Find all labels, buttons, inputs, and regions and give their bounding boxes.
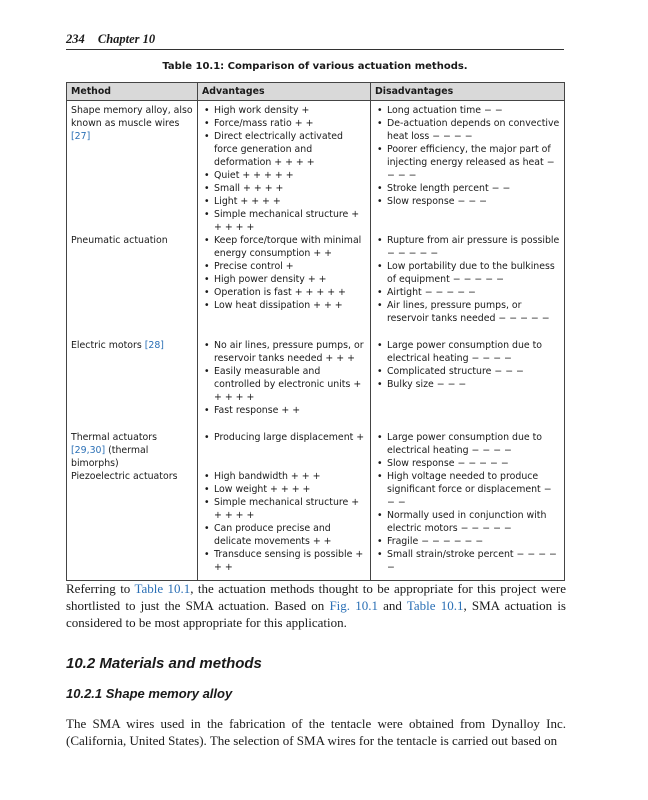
table-row	[67, 431, 565, 470]
table-row	[67, 101, 565, 235]
disadvantages-cell	[371, 234, 565, 339]
disadvantages-list	[375, 104, 560, 208]
column-header: Method	[67, 83, 198, 101]
list-item: • Keep force/torque with minimal energy consumption + +	[202, 234, 366, 260]
list-item: • No air lines, pressure pumps, or reservoir tanks needed + + +	[202, 339, 366, 365]
disadvantages-list	[375, 234, 560, 325]
list-item: • High work density +	[202, 104, 366, 117]
list-item: • Low heat dissipation + + +	[202, 299, 366, 312]
body-paragraph: The SMA wires used in the fabrication of the tentacle were obtained from Dynalloy Inc. (California, United States). The selection of SMA wires for the tentacle is carried out based on	[66, 716, 566, 748]
page-number: 234	[66, 32, 85, 46]
body-paragraph	[66, 580, 566, 631]
column-header: Advantages	[198, 83, 371, 101]
method-name: Pneumatic actuation	[71, 235, 168, 246]
advantages-cell	[198, 431, 371, 470]
citation-link[interactable]: [27]	[71, 131, 91, 142]
disadvantages-cell	[371, 431, 565, 470]
advantages-cell	[198, 234, 371, 339]
list-item: • Slow response − − −	[375, 195, 560, 208]
table-row	[67, 339, 565, 431]
text-run: and	[377, 598, 407, 613]
method-name: Piezoelectric actuators	[71, 471, 178, 482]
method-cell	[67, 470, 198, 581]
text-run: , SMA actuation is considered to be most appropriate for this application.	[66, 598, 566, 630]
method-cell	[67, 339, 198, 431]
list-item: • Stroke length percent − −	[375, 182, 560, 195]
advantages-cell	[198, 470, 371, 581]
method-name: Shape memory alloy, also known as muscle wires	[71, 105, 193, 129]
disadvantages-cell	[371, 470, 565, 581]
advantages-list	[202, 470, 366, 574]
list-item: • Force/mass ratio + +	[202, 117, 366, 130]
chapter-title: Chapter 10	[97, 32, 156, 46]
advantages-list	[202, 339, 366, 417]
list-item: • Air lines, pressure pumps, or reservoir tanks needed − − − − −	[375, 299, 560, 325]
list-item: • High voltage needed to produce significant force or displacement − − −	[375, 470, 560, 509]
table-link[interactable]: Table 10.1	[134, 581, 191, 596]
list-item: • Simple mechanical structure + + + + +	[202, 496, 366, 522]
running-header	[66, 32, 564, 50]
method-name: Electric motors	[71, 340, 145, 351]
disadvantages-list	[375, 339, 560, 391]
table-row	[67, 470, 565, 581]
list-item: • Poorer efficiency, the major part of injecting energy released as heat − − − −	[375, 143, 560, 182]
list-item: • Light + + + +	[202, 195, 366, 208]
disadvantages-cell	[371, 101, 565, 235]
method-name: Thermal actuators	[71, 432, 157, 443]
table-header-row	[67, 83, 565, 101]
advantages-list	[202, 104, 366, 234]
method-cell	[67, 101, 198, 235]
list-item: • Small strain/stroke percent − − − − −	[375, 548, 560, 574]
list-item: • Bulky size − − −	[375, 378, 560, 391]
list-item: • De-actuation depends on convective heat loss − − − −	[375, 117, 560, 143]
list-item: • Precise control +	[202, 260, 366, 273]
list-item: • Large power consumption due to electrical heating − − − −	[375, 431, 560, 457]
table-caption: Table 10.1: Comparison of various actuation methods.	[162, 61, 468, 72]
advantages-list	[202, 431, 366, 444]
list-item: • Large power consumption due to electrical heating − − − −	[375, 339, 560, 365]
list-item: • Fragile − − − − − −	[375, 535, 560, 548]
list-item: • Rupture from air pressure is possible − − − − −	[375, 234, 560, 260]
section-heading: 10.2 Materials and methods	[66, 655, 262, 672]
advantages-list	[202, 234, 366, 312]
list-item: • Long actuation time − −	[375, 104, 560, 117]
list-item: • Complicated structure − − −	[375, 365, 560, 378]
citation-link[interactable]: [28]	[144, 340, 164, 351]
table-row	[67, 234, 565, 339]
list-item: • Producing large displacement +	[202, 431, 366, 444]
list-item: • High power density + +	[202, 273, 366, 286]
disadvantages-cell	[371, 339, 565, 431]
method-cell	[67, 431, 198, 470]
text-run: Referring to	[66, 581, 135, 596]
comparison-table	[66, 82, 564, 581]
figure-link[interactable]: Fig. 10.1	[329, 598, 378, 613]
list-item: • Can produce precise and delicate movements + +	[202, 522, 366, 548]
advantages-cell	[198, 101, 371, 235]
advantages-cell	[198, 339, 371, 431]
list-item: • Slow response − − − − −	[375, 457, 560, 470]
list-item: • Small + + + +	[202, 182, 366, 195]
table-link[interactable]: Table 10.1	[406, 598, 464, 613]
list-item: • Low weight + + + +	[202, 483, 366, 496]
list-item: • High bandwidth + + +	[202, 470, 366, 483]
list-item: • Low portability due to the bulkiness of equipment − − − − −	[375, 260, 560, 286]
text-run: , the actuation methods thought to be appropriate for this project were shortlisted to just the SMA actuation. Based on	[66, 581, 566, 613]
method-cell	[67, 234, 198, 339]
disadvantages-list	[375, 431, 560, 470]
method-note: (thermal bimorphs)	[71, 445, 149, 469]
list-item: • Direct electrically activated force generation and deformation + + + +	[202, 130, 366, 169]
column-header: Disadvantages	[371, 83, 565, 101]
list-item: • Easily measurable and controlled by electronic units + + + + +	[202, 365, 366, 404]
list-item: • Fast response + +	[202, 404, 366, 417]
list-item: • Quiet + + + + +	[202, 169, 366, 182]
list-item: • Airtight − − − − −	[375, 286, 560, 299]
list-item: • Normally used in conjunction with electric motors − − − − −	[375, 509, 560, 535]
subsection-heading: 10.2.1 Shape memory alloy	[66, 686, 233, 701]
list-item: • Simple mechanical structure + + + + +	[202, 208, 366, 234]
list-item: • Transduce sensing is possible + + +	[202, 548, 366, 574]
list-item: • Operation is fast + + + + +	[202, 286, 366, 299]
disadvantages-list	[375, 470, 560, 574]
citation-link[interactable]: [29,30]	[71, 445, 106, 456]
